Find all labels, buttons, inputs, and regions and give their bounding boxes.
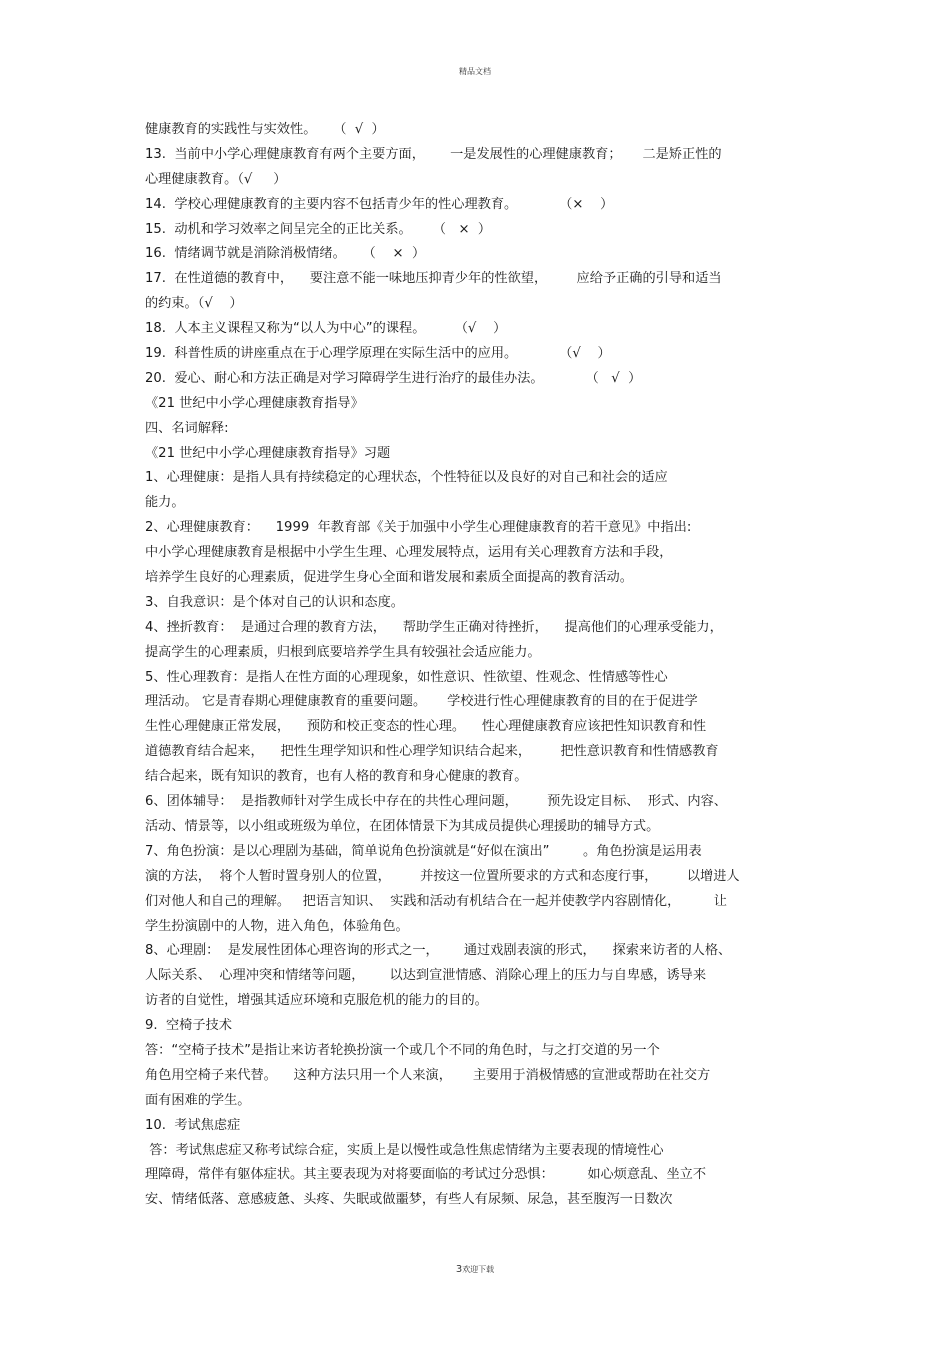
text-line xyxy=(145,118,825,143)
line-text: 结合起来，既有知识的教育，也有人格的教育和身心健康的教育。 xyxy=(145,769,528,785)
text-line xyxy=(145,690,825,715)
line-text: 活动、情景等，以小组或班级为单位，在团体情景下为其成员提供心理援助的辅导方式。 xyxy=(145,818,660,834)
line-text: 学生扮演剧中的人物，进入角色，体验角色。 xyxy=(145,918,409,934)
line-text: 9. 空椅子技术 xyxy=(145,1018,232,1034)
text-line xyxy=(145,865,825,890)
line-text: 理障碍，常伴有躯体症状。其主要表现为对将要面临的考试过分恐惧： 如心烦意乱、坐立不 xyxy=(145,1167,707,1183)
text-line xyxy=(145,491,825,516)
line-text: 提高学生的心理素质，归根到底要培养学生具有较强社会适应能力。 xyxy=(145,644,541,660)
line-text: 们对他人和自己的理解。 把语言知识、 实践和活动有机结合在一起并使教学内容剧情化， 让 xyxy=(145,893,727,909)
line-text: 答：“空椅子技术”是指让来访者轮换扮演一个或几个不同的角色时，与之打交道的另一个 xyxy=(145,1042,660,1058)
page-header: 精品文档 xyxy=(459,67,491,76)
line-text: 角色用空椅子来代替。 这种方法只用一个人来演， 主要用于消极情感的宣泄或帮助在社交方 xyxy=(145,1067,711,1083)
line-text: 访者的自觉性，增强其适应环境和克服危机的能力的目的。 xyxy=(145,993,488,1009)
line-text: 2、心理健康教育： 1999 年教育部《关于加强中小学生心理健康教育的若干意见》中指出: xyxy=(145,520,692,536)
text-line xyxy=(145,616,825,641)
text-line xyxy=(145,143,825,168)
line-text: 中小学心理健康教育是根据中小学生生理、心理发展特点，运用有关心理教育方法和手段， xyxy=(145,545,673,561)
line-text: 健康教育的实践性与实效性。 （ √ ） xyxy=(145,122,385,137)
text-line xyxy=(145,840,825,865)
text-line xyxy=(145,267,825,292)
line-text: 《21 世纪中小学心理健康教育指导》习题 xyxy=(145,445,391,461)
page-footer xyxy=(0,1264,950,1275)
text-line xyxy=(145,466,825,491)
text-line xyxy=(145,790,825,815)
text-line xyxy=(145,641,825,666)
line-text: 面有困难的学生。 xyxy=(145,1092,251,1108)
text-line xyxy=(145,1089,825,1114)
line-text: 理活动。 它是青春期心理健康教育的重要问题。 学校进行性心理健康教育的目的在于促进学 xyxy=(145,694,698,710)
line-text: 演的方法， 将个人暂时置身别人的位置， 并按这一位置所要求的方式和态度行事， 以增进人 xyxy=(145,868,740,884)
text-line xyxy=(145,715,825,740)
text-line xyxy=(145,815,825,840)
text-line xyxy=(145,541,825,566)
text-line xyxy=(145,1163,825,1188)
text-line xyxy=(145,566,825,591)
line-text: 3、自我意识：是个体对自己的认识和态度。 xyxy=(145,594,404,610)
line-text: 的约束。（√ ） xyxy=(145,296,243,312)
line-text: 培养学生良好的心理素质，促进学生身心全面和谐发展和素质全面提高的教育活动。 xyxy=(145,570,633,586)
line-text: 心理健康教育。（√ ） xyxy=(145,171,287,187)
document-body xyxy=(145,118,825,1213)
text-line xyxy=(145,666,825,691)
line-text: 答：考试焦虑症又称考试综合症，实质上是以慢性或急性焦虑情绪为主要表现的情境性心 xyxy=(145,1142,664,1158)
text-line xyxy=(145,915,825,940)
text-line xyxy=(145,740,825,765)
line-text: 人际关系、 心理冲突和情绪等问题， 以达到宣泄情感、消除心理上的压力与自卑感，诱导来 xyxy=(145,968,707,984)
line-text: 20. 爱心、耐心和方法正确是对学习障碍学生进行治疗的最佳办法。 （ √ ） xyxy=(145,370,642,386)
line-text: 4、挫折教育： 是通过合理的教育方法， 帮助学生正确对待挫折， 提高他们的心理承受能力， xyxy=(145,619,723,635)
page-number: 3 xyxy=(455,1264,463,1275)
text-line xyxy=(145,367,825,392)
text-line xyxy=(145,516,825,541)
line-text: 7、角色扮演：是以心理剧为基础，简单说角色扮演就是“好似在演出” 。角色扮演是运用表 xyxy=(145,843,702,859)
line-text: 1、心理健康：是指人具有持续稳定的心理状态，个性特征以及良好的对自己和社会的适应 xyxy=(145,470,668,486)
text-line xyxy=(145,1064,825,1089)
text-line xyxy=(145,1139,825,1164)
line-text: 《21 世纪中小学心理健康教育指导》 xyxy=(145,395,364,411)
text-line xyxy=(145,392,825,417)
text-line xyxy=(145,939,825,964)
line-text: 10. 考试焦虑症 xyxy=(145,1117,241,1133)
text-line xyxy=(145,442,825,467)
line-text: 5、性心理教育：是指人在性方面的心理现象，如性意识、性欲望、性观念、性情感等性心 xyxy=(145,669,668,685)
footer-text: 欢迎下载 xyxy=(462,1265,495,1274)
text-line xyxy=(145,218,825,243)
line-text: 13. 当前中小学心理健康教育有两个主要方面， 一是发展性的心理健康教育； 二是矫正性的 xyxy=(145,146,722,162)
text-line xyxy=(145,342,825,367)
text-line xyxy=(145,1114,825,1139)
text-line xyxy=(145,765,825,790)
text-line xyxy=(145,1014,825,1039)
text-line xyxy=(145,989,825,1014)
line-text: 17. 在性道德的教育中， 要注意不能一味地压抑青少年的性欲望， 应给予正确的引导和适当 xyxy=(145,271,722,287)
line-text: 8、心理剧： 是发展性团体心理咨询的形式之一， 通过戏剧表演的形式， 探索来访者的人格、 xyxy=(145,943,732,959)
line-text: 能力。 xyxy=(145,495,185,511)
text-line xyxy=(145,317,825,342)
line-text: 安、情绪低落、意感疲惫、头疼、失眠或做噩梦，有些人有尿频、尿急，甚至腹泻一日数次 xyxy=(145,1192,673,1208)
text-line xyxy=(145,292,825,317)
text-line xyxy=(145,1039,825,1064)
line-text: 道德教育结合起来， 把性生理学知识和性心理学知识结合起来， 把性意识教育和性情感教育 xyxy=(145,744,719,760)
line-text: 生性心理健康正常发展， 预防和校正变态的性心理。 性心理健康教育应该把性知识教育和性 xyxy=(145,719,707,735)
line-text: 16. 情绪调节就是消除消极情绪。 （ × ） xyxy=(145,246,426,262)
line-text: 15. 动机和学习效率之间呈完全的正比关系。 （ × ） xyxy=(145,221,492,237)
line-text: 14. 学校心理健康教育的主要内容不包括青少年的性心理教育。 （× ） xyxy=(145,196,614,212)
text-line xyxy=(145,1188,825,1213)
text-line xyxy=(145,242,825,267)
line-text: 19. 科普性质的讲座重点在于心理学原理在实际生活中的应用。 （√ ） xyxy=(145,346,611,362)
line-text: 四、名词解释: xyxy=(145,420,229,436)
text-line xyxy=(145,890,825,915)
text-line xyxy=(145,168,825,193)
line-text: 6、团体辅导： 是指教师针对学生成长中存在的共性心理问题， 预先设定目标、 形式、内容、 xyxy=(145,794,727,810)
text-line xyxy=(145,417,825,442)
text-line xyxy=(145,591,825,616)
text-line xyxy=(145,193,825,218)
line-text: 18. 人本主义课程又称为“以人为中心”的课程。 （√ ） xyxy=(145,321,507,337)
text-line xyxy=(145,964,825,989)
